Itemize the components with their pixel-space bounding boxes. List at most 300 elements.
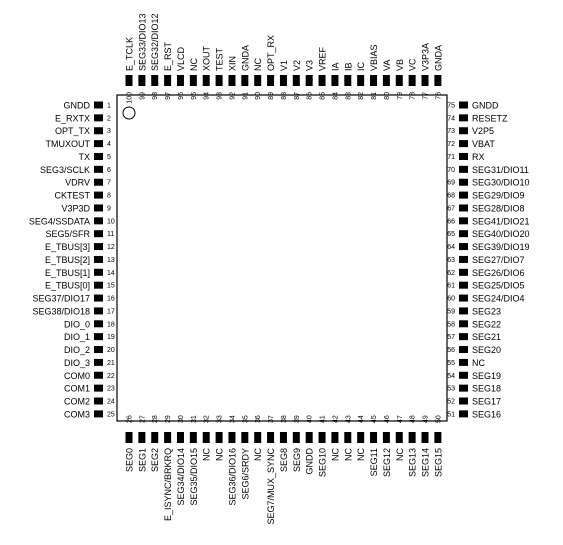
pin-number: 13 <box>107 256 115 264</box>
pin-number: 69 <box>447 179 455 187</box>
pin-label: SEG31/DIO11 <box>472 164 529 175</box>
pin-label: E_RST <box>163 41 174 71</box>
pin-number: 17 <box>107 308 115 316</box>
pin-90 <box>254 75 261 86</box>
pin-number: 24 <box>107 398 115 406</box>
pin-number: 67 <box>447 205 455 213</box>
pin-58 <box>459 320 468 327</box>
pin-label: VLCD <box>175 46 186 71</box>
pin-25 <box>94 410 103 417</box>
pin-number: 45 <box>371 415 379 423</box>
pin-number: 54 <box>447 372 455 380</box>
pin-2 <box>94 114 103 121</box>
pin-number: 36 <box>255 415 263 423</box>
pin-label: SEG6/SRDY <box>240 448 251 500</box>
pin-51 <box>459 410 468 417</box>
pin-label: TX <box>78 151 90 162</box>
pin-8 <box>94 192 103 199</box>
pin-number: 27 <box>139 415 147 423</box>
pin-number: 78 <box>409 92 417 100</box>
pin-99 <box>138 75 145 86</box>
pin-label: SEG4/SSDATA <box>28 216 90 227</box>
pin-17 <box>94 307 103 314</box>
pin-label: VDRV <box>65 177 90 188</box>
pin-74 <box>459 114 468 121</box>
pin-91 <box>241 75 248 86</box>
pin-label: VA <box>381 59 392 71</box>
pin-35 <box>241 432 248 443</box>
pin-label: SEG14 <box>420 448 431 478</box>
left-pin-row <box>29 101 115 420</box>
pin-41 <box>319 432 326 443</box>
pin-24 <box>94 398 103 405</box>
pin-number: 86 <box>306 92 314 100</box>
pin-label: XIN <box>227 55 238 71</box>
pin-83 <box>344 75 351 86</box>
pin1-marker-dot <box>123 107 135 119</box>
pin-62 <box>459 269 468 276</box>
pin-number: 96 <box>177 92 185 100</box>
pin-9 <box>94 204 103 211</box>
pin-79 <box>396 75 403 86</box>
pin-label: NC <box>253 448 264 461</box>
pin-49 <box>422 432 429 443</box>
pin-label: DIO_3 <box>63 357 90 368</box>
pin-number: 74 <box>447 115 455 123</box>
pin-42 <box>331 432 338 443</box>
pin-68 <box>459 192 468 199</box>
pin-number: 60 <box>447 295 455 303</box>
pin-label: COM0 <box>63 370 90 381</box>
pin-70 <box>459 166 468 173</box>
pin-number: 9 <box>107 205 111 213</box>
pin-number: 77 <box>422 92 430 100</box>
pin-label: SEG9 <box>291 448 302 473</box>
pin-number: 8 <box>107 192 111 200</box>
pin-number: 56 <box>447 347 455 355</box>
pin-43 <box>344 432 351 443</box>
pin-label: SEG38/DIO18 <box>32 306 90 317</box>
pin-number: 64 <box>447 244 455 252</box>
pin-45 <box>370 432 377 443</box>
pin-label: NC <box>394 448 405 461</box>
pin-75 <box>459 102 468 109</box>
pin-label: IA <box>330 62 341 71</box>
pin-53 <box>459 385 468 392</box>
pin-label: COM2 <box>63 396 90 407</box>
pin-label: NC <box>188 58 199 71</box>
pin-label: SEG15 <box>433 448 444 478</box>
pin-32 <box>203 432 210 443</box>
pin-number: 79 <box>396 92 404 100</box>
pin-number: 63 <box>447 256 455 264</box>
pin-number: 46 <box>383 415 391 423</box>
pin-label: SEG29/DIO9 <box>472 190 525 201</box>
pin-label: SEG37/DIO17 <box>32 293 90 304</box>
pin-number: 32 <box>203 415 211 423</box>
pin-81 <box>370 75 377 86</box>
pin-label: IC <box>356 62 367 71</box>
pin-label: SEG33/DIO13 <box>137 13 148 71</box>
pin-label: GNDA <box>433 44 444 71</box>
pin-38 <box>280 432 287 443</box>
pin-label: SEG21 <box>472 332 502 343</box>
pin-label: V1 <box>278 59 289 71</box>
pin-label: DIO_0 <box>63 319 90 330</box>
pin-number: 31 <box>190 415 198 423</box>
pin-label: DIO_2 <box>63 345 90 356</box>
pin-label: E_ISYNC/BRKRQ <box>163 448 174 522</box>
pin-number: 19 <box>107 334 115 342</box>
pin-number: 3 <box>107 128 111 136</box>
pin-number: 50 <box>435 415 443 423</box>
pin-number: 71 <box>447 153 455 161</box>
pin-label: SEG25/DIO5 <box>472 280 525 291</box>
pin-label: V2P5 <box>472 126 495 137</box>
pin-label: RX <box>472 151 485 162</box>
pin-16 <box>94 295 103 302</box>
pin-7 <box>94 179 103 186</box>
pin-number: 98 <box>152 92 160 100</box>
pin-label: E_TBUS[1] <box>44 267 90 278</box>
pin-number: 22 <box>107 372 115 380</box>
pin-label: SEG27/DIO7 <box>472 254 525 265</box>
pin-39 <box>293 432 300 443</box>
pin-11 <box>94 230 103 237</box>
pin-36 <box>254 432 261 443</box>
pin-100 <box>126 75 133 86</box>
pin-label: SEG32/DIO12 <box>150 13 161 71</box>
pin-56 <box>459 346 468 353</box>
pin-label: VBIAS <box>369 44 380 71</box>
pin-65 <box>459 230 468 237</box>
pin-number: 2 <box>107 115 111 123</box>
pin-label: SEG34/DIO14 <box>175 448 186 506</box>
pin-number: 23 <box>107 385 115 393</box>
pin-26 <box>126 432 133 443</box>
pin-number: 87 <box>293 92 301 100</box>
pin-label: NC <box>356 448 367 461</box>
pin-label: TEST <box>214 47 225 71</box>
pin-55 <box>459 359 468 366</box>
pin-label: NC <box>214 448 225 461</box>
pin-number: 99 <box>139 92 147 100</box>
pin-94 <box>203 75 210 86</box>
pin-number: 12 <box>107 244 115 252</box>
pin-label: E_TBUS[0] <box>44 280 90 291</box>
pin-label: E_TCLK <box>124 36 135 71</box>
pin-number: 21 <box>107 359 115 367</box>
pin-number: 61 <box>447 282 455 290</box>
pin-78 <box>409 75 416 86</box>
pin-number: 80 <box>383 92 391 100</box>
pin-label: V2 <box>291 59 302 71</box>
pin-66 <box>459 217 468 224</box>
pin-number: 29 <box>165 415 173 423</box>
pin-15 <box>94 282 103 289</box>
pin-96 <box>177 75 184 86</box>
pin-label: E_TBUS[2] <box>44 254 90 265</box>
pin-label: SEG2 <box>150 448 161 473</box>
pin-number: 41 <box>319 415 327 423</box>
pin-95 <box>190 75 197 86</box>
pin-label: XOUT <box>201 45 212 71</box>
pin-46 <box>383 432 390 443</box>
pin-number: 89 <box>268 92 276 100</box>
pin-33 <box>216 432 223 443</box>
pin-98 <box>151 75 158 86</box>
pin-label: SEG3/SCLK <box>39 164 90 175</box>
pin-label: IB <box>343 62 354 71</box>
pin-label: V3 <box>304 59 315 71</box>
pin-21 <box>94 359 103 366</box>
pin-label: SEG1 <box>137 448 148 473</box>
pin-28 <box>151 432 158 443</box>
pin-label: VREF <box>317 46 328 71</box>
pin-85 <box>319 75 326 86</box>
pin-10 <box>94 217 103 224</box>
pin-label: GNDD <box>304 448 315 475</box>
pin-label: VB <box>394 58 405 71</box>
pin-label: VC <box>407 58 418 71</box>
pin-1 <box>94 102 103 109</box>
pin-88 <box>280 75 287 86</box>
pin-label: COM1 <box>63 383 90 394</box>
pin-47 <box>396 432 403 443</box>
chip-package-body <box>117 95 447 421</box>
bottom-pin-row <box>125 415 444 524</box>
pin-number: 35 <box>242 415 250 423</box>
pin-label: SEG5/SFR <box>45 229 90 240</box>
pin-13 <box>94 256 103 263</box>
pin-76 <box>434 75 441 86</box>
pin-number: 5 <box>107 153 111 161</box>
pin-label: SEG30/DIO10 <box>472 177 530 188</box>
pin-number: 70 <box>447 166 455 174</box>
pin-72 <box>459 140 468 147</box>
pin-84 <box>331 75 338 86</box>
pin-18 <box>94 320 103 327</box>
pin-label: NC <box>472 357 485 368</box>
pin-37 <box>267 432 274 443</box>
pin-92 <box>228 75 235 86</box>
pin-label: SEG22 <box>472 319 502 330</box>
pin-number: 1 <box>107 102 111 110</box>
pin-82 <box>357 75 364 86</box>
pin-number: 44 <box>358 415 366 423</box>
pin-number: 43 <box>345 415 353 423</box>
pin-number: 11 <box>107 231 115 239</box>
pin-number: 81 <box>371 92 379 100</box>
pin-63 <box>459 256 468 263</box>
pin-4 <box>94 140 103 147</box>
pin-number: 76 <box>435 92 443 100</box>
pin-3 <box>94 127 103 134</box>
pin-34 <box>228 432 235 443</box>
pin-23 <box>94 385 103 392</box>
pin-number: 83 <box>345 92 353 100</box>
pin-number: 15 <box>107 282 115 290</box>
pin-label: SEG16 <box>472 409 502 420</box>
pin-number: 6 <box>107 166 111 174</box>
pin-label: SEG8 <box>278 448 289 473</box>
pin-number: 75 <box>447 102 455 110</box>
top-pin-row <box>125 13 444 103</box>
pin-number: 4 <box>107 141 111 149</box>
pin-label: SEG0 <box>124 448 135 473</box>
pin-number: 53 <box>447 385 455 393</box>
pin-label: NC <box>343 448 354 461</box>
pin-label: SEG40/DIO20 <box>472 229 530 240</box>
pin-number: 28 <box>152 415 160 423</box>
pin-number: 85 <box>319 92 327 100</box>
pin-label: SEG35/DIO15 <box>188 448 199 506</box>
pin-label: SEG17 <box>472 396 502 407</box>
pin-31 <box>190 432 197 443</box>
pin-number: 55 <box>447 359 455 367</box>
pin-label: SEG20 <box>472 345 502 356</box>
pin-20 <box>94 346 103 353</box>
pin-number: 93 <box>216 92 224 100</box>
pin-59 <box>459 307 468 314</box>
pin-44 <box>357 432 364 443</box>
pin-77 <box>422 75 429 86</box>
pin-number: 10 <box>107 218 115 226</box>
pin-label: SEG41/DIO21 <box>472 216 530 227</box>
pin-number: 73 <box>447 128 455 136</box>
pin-89 <box>267 75 274 86</box>
pin-number: 26 <box>126 415 134 423</box>
pin-number: 57 <box>447 334 455 342</box>
pin-52 <box>459 398 468 405</box>
pin-number: 92 <box>229 92 237 100</box>
pin-label: V3P3D <box>61 203 90 214</box>
pin-number: 58 <box>447 321 455 329</box>
pin-number: 33 <box>216 415 224 423</box>
pin-73 <box>459 127 468 134</box>
pin-label: E_RXTX <box>54 113 90 124</box>
pin-label: GNDD <box>63 100 90 111</box>
pin-number: 62 <box>447 269 455 277</box>
pin-label: NC <box>330 448 341 461</box>
pin-number: 90 <box>255 92 263 100</box>
pin-label: SEG23 <box>472 306 502 317</box>
pin-number: 25 <box>107 411 115 419</box>
pin-93 <box>216 75 223 86</box>
pin-number: 51 <box>447 411 455 419</box>
pin-80 <box>383 75 390 86</box>
pin-number: 47 <box>396 415 404 423</box>
pin-number: 97 <box>165 92 173 100</box>
pin-label: SEG26/DIO6 <box>472 267 525 278</box>
pin-label: SEG7/MUX_SYNC <box>266 448 277 525</box>
pin-label: V3P3A <box>420 42 431 71</box>
pin-number: 38 <box>280 415 288 423</box>
pin-number: 68 <box>447 192 455 200</box>
pin-label: DIO_1 <box>63 332 90 343</box>
pin-label: OPT_TX <box>54 126 90 137</box>
pin-number: 88 <box>280 92 288 100</box>
pin-number: 39 <box>293 415 301 423</box>
pin-87 <box>293 75 300 86</box>
right-pin-row <box>447 101 529 420</box>
pin-number: 14 <box>107 269 115 277</box>
pin-number: 94 <box>203 92 211 100</box>
pin-48 <box>409 432 416 443</box>
pin-19 <box>94 333 103 340</box>
pin-22 <box>94 372 103 379</box>
pin-number: 42 <box>332 415 340 423</box>
pin-label: SEG13 <box>407 448 418 478</box>
pin-12 <box>94 243 103 250</box>
pin-71 <box>459 153 468 160</box>
pin-6 <box>94 166 103 173</box>
pin-number: 65 <box>447 231 455 239</box>
pin-label: GNDA <box>240 44 251 71</box>
pin-40 <box>306 432 313 443</box>
pin-label: OPT_RX <box>266 34 277 71</box>
pin-5 <box>94 153 103 160</box>
pin-label: SEG18 <box>472 383 502 394</box>
pin-label: NC <box>253 58 264 71</box>
pin-number: 7 <box>107 179 111 187</box>
pin-label: NC <box>201 448 212 461</box>
pin-number: 37 <box>268 415 276 423</box>
pin-number: 95 <box>190 92 198 100</box>
pin-label: RESETZ <box>472 113 508 124</box>
pin-54 <box>459 372 468 379</box>
pin-number: 40 <box>306 415 314 423</box>
pin-number: 84 <box>332 92 340 100</box>
pin-number: 100 <box>126 92 134 104</box>
pin-50 <box>434 432 441 443</box>
pin-label: TMUXOUT <box>45 139 90 150</box>
pin-label: SEG28/DIO8 <box>472 203 525 214</box>
pin-27 <box>138 432 145 443</box>
pin-number: 72 <box>447 141 455 149</box>
pin-number: 91 <box>242 92 250 100</box>
pin-label: SEG24/DIO4 <box>472 293 525 304</box>
pin-number: 34 <box>229 415 237 423</box>
pin-64 <box>459 243 468 250</box>
pin-57 <box>459 333 468 340</box>
pin-61 <box>459 282 468 289</box>
pin-label: SEG10 <box>317 448 328 478</box>
pin-label: SEG11 <box>369 448 380 477</box>
pin-label: SEG39/DIO19 <box>472 242 530 253</box>
pin-number: 49 <box>422 415 430 423</box>
pin-number: 52 <box>447 398 455 406</box>
pin-97 <box>164 75 171 86</box>
pin-number: 48 <box>409 415 417 423</box>
pin-29 <box>164 432 171 443</box>
pin-number: 59 <box>447 308 455 316</box>
pin-label: GNDD <box>472 100 499 111</box>
pin-label: VBAT <box>472 139 495 150</box>
pin-69 <box>459 179 468 186</box>
pin-14 <box>94 269 103 276</box>
pin-label: CKTEST <box>54 190 90 201</box>
pin-number: 82 <box>358 92 366 100</box>
pin-label: SEG36/DIO16 <box>227 448 238 506</box>
pin-label: SEG12 <box>381 448 392 478</box>
pin-67 <box>459 204 468 211</box>
pin-86 <box>306 75 313 86</box>
pin-label: SEG19 <box>472 370 502 381</box>
pin-number: 18 <box>107 321 115 329</box>
pin-label: COM3 <box>63 409 90 420</box>
pin-30 <box>177 432 184 443</box>
